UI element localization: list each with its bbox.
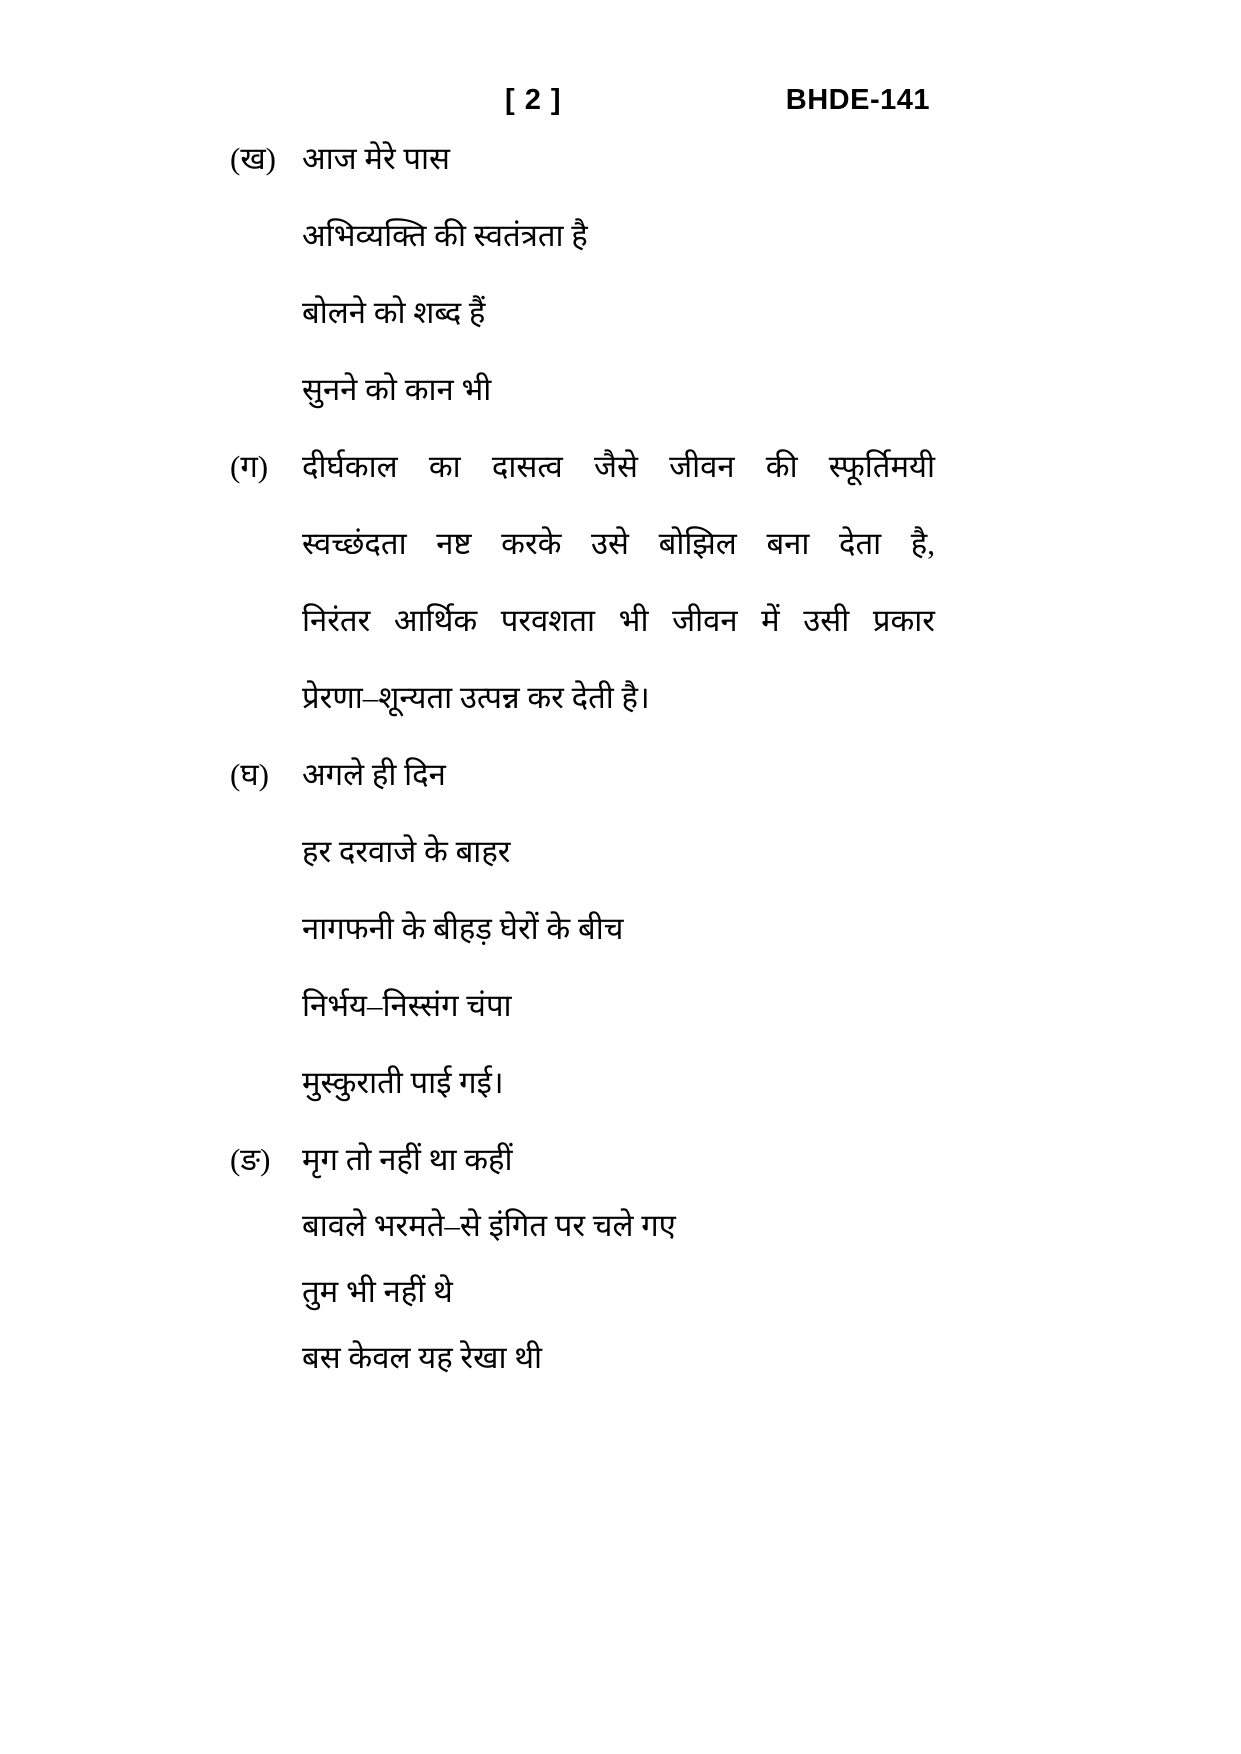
section-nga (230, 1139, 935, 1403)
poem-line: अभिव्यक्ति की स्वतंत्रता है (302, 218, 588, 253)
sections (230, 138, 935, 1403)
poem-line: बावले भरमते–से इंगित पर चले गए (302, 1208, 676, 1243)
paper-code: BHDE-141 (785, 84, 930, 116)
poem-line: अगले ही दिन (302, 757, 446, 792)
section-lines (302, 138, 935, 446)
poem-line: मुस्कुराती पाई गई। (302, 1065, 504, 1100)
section-lines (302, 1139, 935, 1403)
page-number: [ 2 ] (505, 84, 562, 116)
poem-line: नागफनी के बीहड़ घेरों के बीच (302, 911, 624, 946)
poem-line: प्रेरणा–शून्यता उत्पन्न कर देती है। (302, 680, 650, 715)
poem-line: निर्भय–निस्संग चंपा (302, 988, 512, 1023)
section-gha (230, 754, 935, 1139)
section-label: (घ) (230, 757, 269, 792)
section-ga (230, 446, 935, 754)
section-label: (ख) (230, 141, 277, 176)
poem-line: बोलने को शब्द हैं (302, 295, 486, 330)
section-kha (230, 138, 935, 446)
section-label: (ग) (230, 449, 269, 484)
poem-line: आज मेरे पास (302, 141, 450, 176)
poem-line: बस केवल यह रेखा थी (302, 1340, 543, 1375)
poem-line: निरंतर आर्थिक परवशता भी जीवन में उसी प्रकार (302, 603, 935, 638)
poem-line: तुम भी नहीं थे (302, 1274, 453, 1309)
section-lines (302, 446, 935, 754)
poem-line: हर दरवाजे के बाहर (302, 834, 511, 869)
section-lines (302, 754, 935, 1139)
poem-line: मृग तो नहीं था कहीं (302, 1142, 513, 1177)
section-label: (ङ) (230, 1142, 271, 1177)
poem-line: सुनने को कान भी (302, 372, 492, 407)
poem-line: दीर्घकाल का दासत्व जैसे जीवन की स्फूर्तिमयी (302, 449, 935, 484)
poem-line: स्वच्छंदता नष्ट करके उसे बोझिल बना देता है, (302, 526, 935, 561)
